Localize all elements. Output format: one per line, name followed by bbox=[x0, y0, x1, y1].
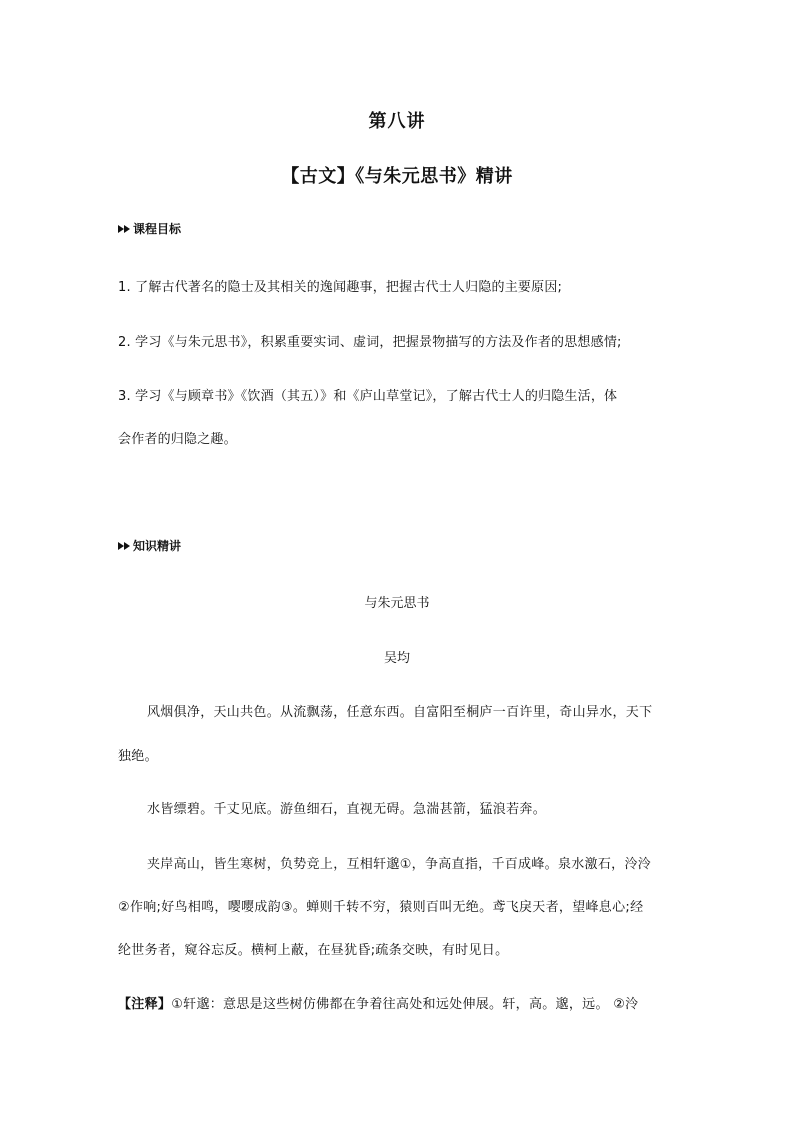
goal-item-3: 3. 学习《与顾章书》《饮酒（其五）》和《庐山草堂记》，了解古代士人的归隐生活，体 bbox=[118, 389, 618, 404]
double-arrow-icon bbox=[118, 224, 132, 234]
knowledge-heading-label: 知识精讲 bbox=[133, 539, 182, 553]
annotation-content: ①轩邈：意思是这些树仿佛都在争着往高处和远处伸展。轩，高。邈，远。 ②泠 bbox=[171, 997, 639, 1012]
double-arrow-icon bbox=[118, 541, 132, 551]
text-line: 纶世务者，窥谷忘反。横柯上蔽，在昼犹昏;疏条交映，有时见日。 bbox=[118, 943, 509, 958]
goal-item-2: 2. 学习《与朱元思书》，积累重要实词、虚词，把握景物描写的方法及作者的思想感情; bbox=[118, 335, 622, 350]
text-line: ②作响;好鸟相鸣，嘤嘤成韵③。蝉则千转不穷，猿则百叫无绝。鸢飞戾天者，望峰息心;经 bbox=[118, 900, 644, 915]
goals-heading-label: 课程目标 bbox=[133, 222, 182, 236]
text-line: 独绝。 bbox=[118, 749, 158, 764]
text-line: 夹岸高山，皆生寒树，负势竞上，互相轩邈①，争高直指，千百成峰。泉水激石，泠泠 bbox=[147, 857, 652, 872]
text-line: 水皆缥碧。千丈见底。游鱼细石，直视无碍。急湍甚箭，猛浪若奔。 bbox=[147, 802, 547, 817]
text-title: 与朱元思书 bbox=[364, 596, 430, 611]
annotation-label: 【注释】 bbox=[118, 997, 172, 1012]
text-line: 风烟俱净，天山共色。从流飘荡，任意东西。自富阳至桐庐一百许里，奇山异水，天下 bbox=[147, 705, 653, 720]
knowledge-heading bbox=[118, 537, 181, 554]
goals-heading bbox=[118, 220, 181, 237]
annotation-note bbox=[118, 993, 638, 1012]
goal-item-3-cont: 会作者的归隐之趣。 bbox=[118, 432, 237, 447]
lesson-title: 【古文】《与朱元思书》精讲 bbox=[281, 166, 513, 187]
goal-item-1: 1. 了解古代著名的隐士及其相关的逸闻趣事，把握古代士人归隐的主要原因; bbox=[118, 280, 563, 295]
lecture-title: 第八讲 bbox=[368, 111, 426, 132]
text-author: 吴均 bbox=[383, 651, 410, 666]
